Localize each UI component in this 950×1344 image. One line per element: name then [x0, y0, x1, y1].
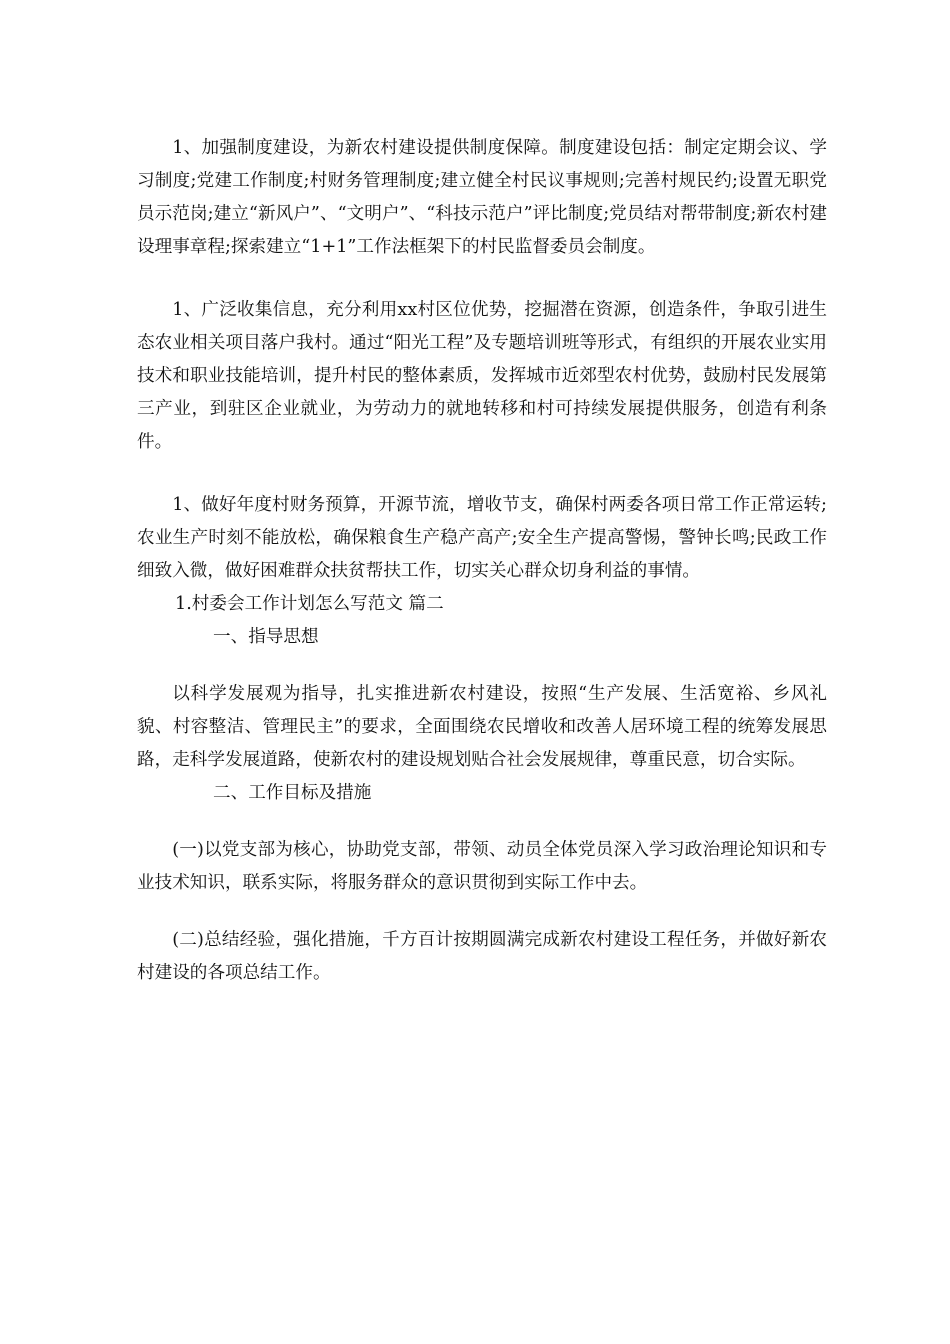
section-title: 1.村委会工作计划怎么写范文 篇二: [175, 594, 444, 614]
paragraph-system-building: 1、加强制度建设，为新农村建设提供制度保障。制度建设包括：制定定期会议、学习制度;党建工作制度;村财务管理制度;建立健全村民议事规则;完善村规民约;设置无职党员示范岗;建立“新风户”、“文明户”、“科技示范户”评比制度;党员结对帮带制度;新农村建设理事章程;探索建立“1+1”工作法框架下的村民监督委员会制度。: [137, 138, 827, 257]
paragraph-guiding-ideology: 以科学发展观为指导，扎实推进新农村建设，按照“生产发展、生活宽裕、乡风礼貌、村容整洁、管理民主”的要求，全面围绕农民增收和改善人居环境工程的统筹发展思路，走科学发展道路，使新农村的建设规划贴合社会发展规律，尊重民意，切合实际。: [137, 684, 827, 770]
paragraph-measure-one: (一)以党支部为核心，协助党支部，带领、动员全体党员深入学习政治理论知识和专业技术知识，联系实际，将服务群众的意识贯彻到实际工作中去。: [137, 840, 827, 893]
paragraph-financial-budget: 1、做好年度村财务预算，开源节流，增收节支，确保村两委各项日常工作正常运转;农业生产时刻不能放松，确保粮食生产稳产高产;安全生产提高警惕，警钟长鸣;民政工作细致入微，做好困难群众扶贫帮扶工作，切实关心群众切身利益的事情。: [137, 495, 827, 581]
paragraph-information-collection: 1、广泛收集信息，充分利用xx村区位优势，挖掘潜在资源，创造条件，争取引进生态农业相关项目落户我村。通过“阳光工程”及专题培训班等形式，有组织的开展农业实用技术和职业技能培训，提升村民的整体素质，发挥城市近郊型农村优势，鼓励村民发展第三产业，到驻区企业就业，为劳动力的就地转移和村可持续发展提供服务，创造有利条件。: [137, 300, 827, 452]
paragraph-measure-two: (二)总结经验，强化措施，千方百计按期圆满完成新农村建设工程任务，并做好新农村建设的各项总结工作。: [137, 930, 827, 983]
heading-guiding-ideology: 一、指导思想: [213, 627, 319, 647]
heading-goals-and-measures: 二、工作目标及措施: [213, 783, 372, 803]
document-body: [137, 132, 827, 990]
